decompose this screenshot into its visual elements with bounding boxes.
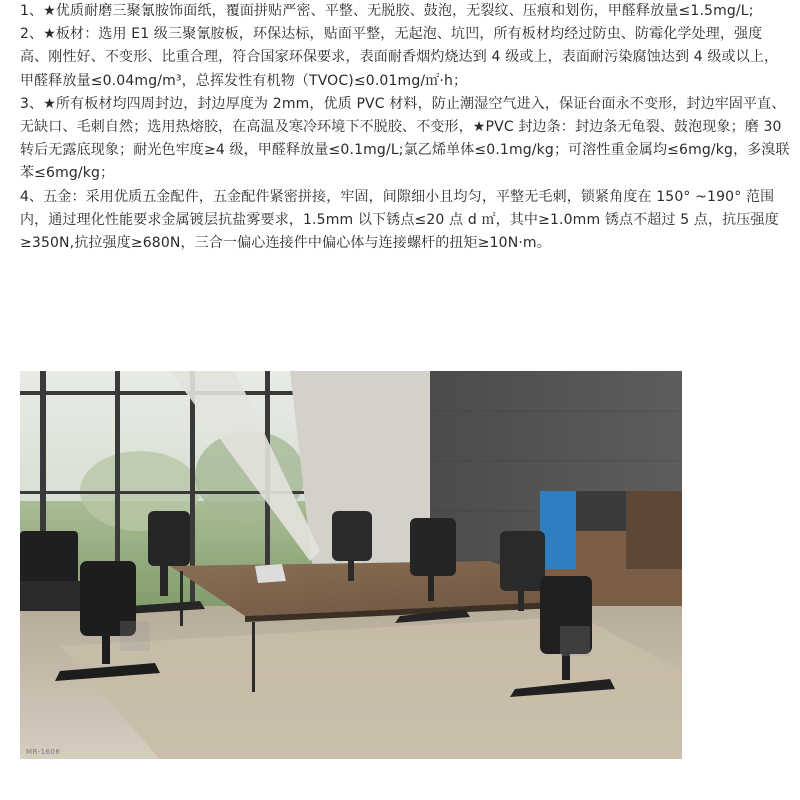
spec-item-4: 4、五金：采用优质五金配件，五金配件紧密拼接，牢固，间隙细小且均匀，平整无毛刺，锁紧角度在 150° ~190° 范围内，通过理化性能要求金属镀层抗盐雾要求，1.5mm 以下锈点≤20 点 d ㎡，其中≥1.0mm 锈点不超过 5 点，抗压强度≥350N,抗拉强度≥680N，三合一偏心连接件中偏心体与连接螺杆的扭矩≥10N·m。 xyxy=(20,188,779,252)
conference-room-illustration xyxy=(20,371,682,759)
photo-caption: MR-1606 xyxy=(26,748,61,756)
conference-room-photo xyxy=(20,371,682,759)
spec-item-3: 3、★所有板材均四周封边，封边厚度为 2mm，优质 PVC 材料，防止潮湿空气进入，保证台面永不变形，封边牢固平直、无缺口、毛刺自然；选用热熔胶，在高温及寒冷环境下不脱胶、不变形，★PVC 封边条：封边条无龟裂、鼓泡现象；磨 30 转后无露底现象；耐光色牢度≥4 级，甲醛释放量≤0.1mg/L;氯乙烯单体≤0.1mg/kg；可溶性重金属均≤6mg/kg，多溴联苯≤6mg/kg； xyxy=(20,95,790,182)
blue-cabinet-panel xyxy=(540,491,576,569)
spec-text-block xyxy=(20,0,790,255)
spec-item-1: 1、★优质耐磨三聚氰胺饰面纸，覆面拼贴严密、平整、无脱胶、鼓泡，无裂纹、压痕和划伤，甲醛释放量≤1.5mg/L; xyxy=(20,3,754,19)
spec-item-2: 2、★板材：选用 E1 级三聚氰胺板，环保达标，贴面平整，无起泡、坑凹，所有板材均经过防虫、防霉化学处理，强度高、刚性好、不变形、比重合理，符合国家环保要求，表面耐香烟灼烧达到 4 级或上，表面耐污染腐蚀达到 4 级或以上，甲醛释放量≤0.04mg/m³，总挥发性有机物（TVOC)≤0.01mg/㎡·h； xyxy=(20,26,779,89)
